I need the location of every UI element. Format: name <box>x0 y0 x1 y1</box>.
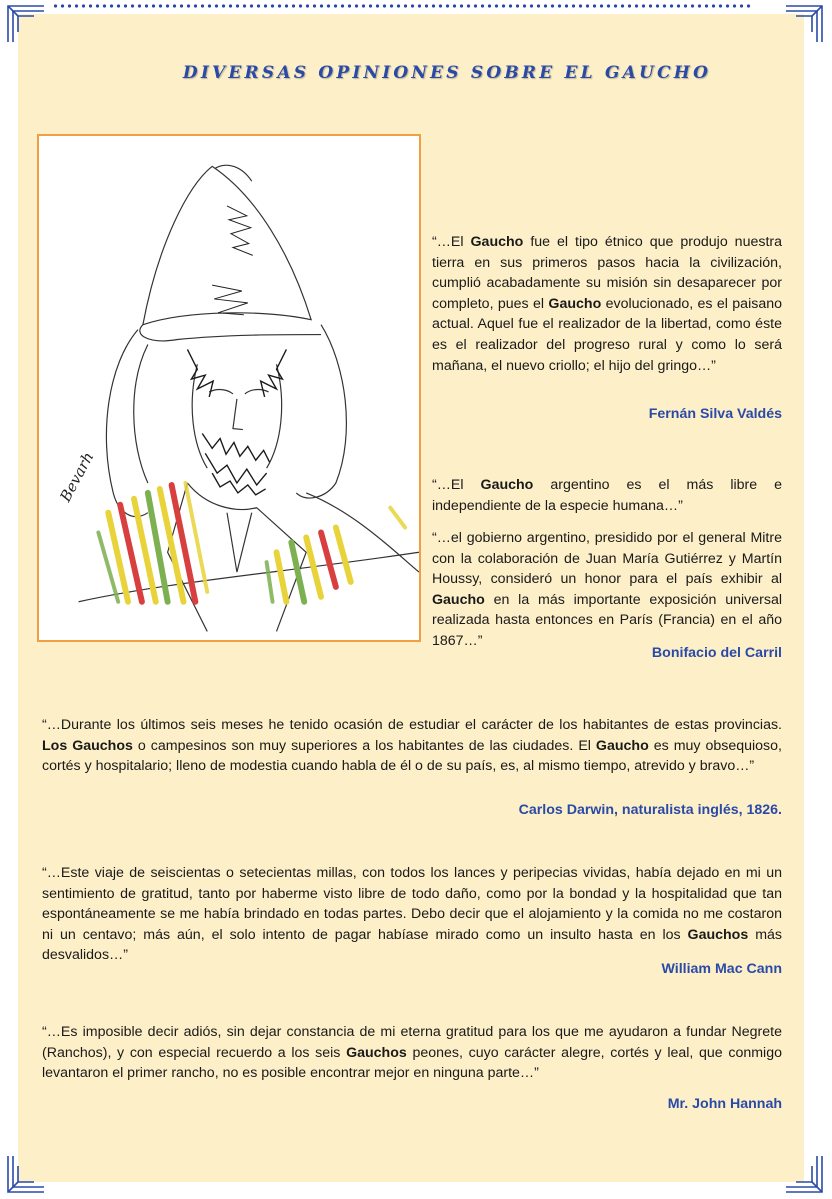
quote-text: “…Durante los últimos seis meses he tenido ocasión de estudiar el carácter de los habitantes de estas provincias. <box>42 717 782 733</box>
quote-5 <box>42 863 782 966</box>
quote-bold-term: Los Gauchos <box>42 737 133 754</box>
corner-ornament-bottom-left <box>4 1152 48 1196</box>
corner-ornament-top-right <box>782 2 826 46</box>
quote-1 <box>432 232 782 376</box>
quote-bold-term: Gaucho <box>470 234 524 250</box>
quote-text: argentino es el más libre e independiente de la especie humana…” <box>432 477 783 514</box>
quote-bold-term: Gauchos <box>687 926 749 943</box>
quote-2 <box>432 475 782 516</box>
gaucho-sketch-drawing <box>39 136 419 640</box>
quote-bold-term: Gaucho <box>548 295 602 312</box>
quote-text: “…El <box>432 234 471 250</box>
quote-4 <box>42 715 782 777</box>
quote-6-author: Mr. John Hannah <box>667 1096 782 1112</box>
corner-ornament-bottom-right <box>782 1152 826 1196</box>
corner-ornament-top-left <box>4 2 48 46</box>
quote-text: es muy obsequioso, cortés y hospitalario; lleno de modestia cuando habla de él o de su país, es, al mismo tiempo, atrevido y bravo…” <box>42 737 782 775</box>
quote-6 <box>42 1022 782 1084</box>
quote-text: fue el tipo étnico que produjo nuestra tierra en sus primeros pasos hacia la civilización, cumplió acabadamente su misión sin desaparecer por completo, pues el <box>432 234 783 312</box>
quote-text: en la más importante exposición universal realizada hasta entonces en París (Francia) en el año 1867…” <box>432 591 782 649</box>
svg-text:Bevarh: Bevarh <box>57 449 98 505</box>
quote-bold-term: Gaucho <box>595 737 649 754</box>
quote-bold-term: Gaucho <box>480 477 534 493</box>
quote-text: peones, cuyo carácter alegre, cortés y leal, que conmigo levantaron el primer rancho, no es posible encontrar mejor en ninguna parte…” <box>42 1044 782 1082</box>
quote-3-author: Bonifacio del Carril <box>651 645 782 661</box>
quote-text: “…Este viaje de seiscientas o setecientas millas, con todos los lances y peripecias vividas, había dejado en mi un sentimiento de gratitud, tanto por haberme visto libre de todo daño, como por la bondad y la hospitalidad que tan espontáneamente se me había brindado en todas partes. Debo decir que el alojamiento y la comida no me costaron ni un centavo; más aún, el solo intento de pagar habíase mirado como un insulto hasta en los <box>42 865 782 943</box>
quote-4-author: Carlos Darwin, naturalista inglés, 1826. <box>518 802 782 818</box>
quote-3 <box>432 528 782 652</box>
quote-text: “…El <box>432 477 481 493</box>
quote-text: más desvalidos…” <box>42 926 782 964</box>
quote-5-author: William Mac Cann <box>661 961 782 977</box>
quote-bold-term: Gaucho <box>432 591 485 608</box>
quote-text: o campesinos son muy superiores a los habitantes de las ciudades. El <box>132 737 596 754</box>
quote-text: “…Es imposible decir adiós, sin dejar constancia de mi eterna gratitud para los que me ayudaron a fundar Negrete (Ranchos), y con especial recuerdo a los seis <box>42 1024 782 1061</box>
quote-text: evolucionado, es el paisano actual. Aquel fue el realizador de la libertad, como éste es el realizador del progreso rural y como lo será mañana, el nuevo criollo; el hijo del gringo…” <box>432 295 782 374</box>
quote-1-author: Fernán Silva Valdés <box>648 406 782 422</box>
quote-text: “…el gobierno argentino, presidido por el general Mitre con la colaboración de Juan María Gutiérrez y Martín Houssy, consideró un honor para el país exhibir al <box>432 530 782 588</box>
gaucho-sketch-illustration <box>37 134 421 642</box>
page-title: DIVERSAS OPINIONES SOBRE EL GAUCHO <box>182 63 712 83</box>
quote-bold-term: Gauchos <box>346 1044 407 1061</box>
dotted-border-top <box>52 3 752 9</box>
